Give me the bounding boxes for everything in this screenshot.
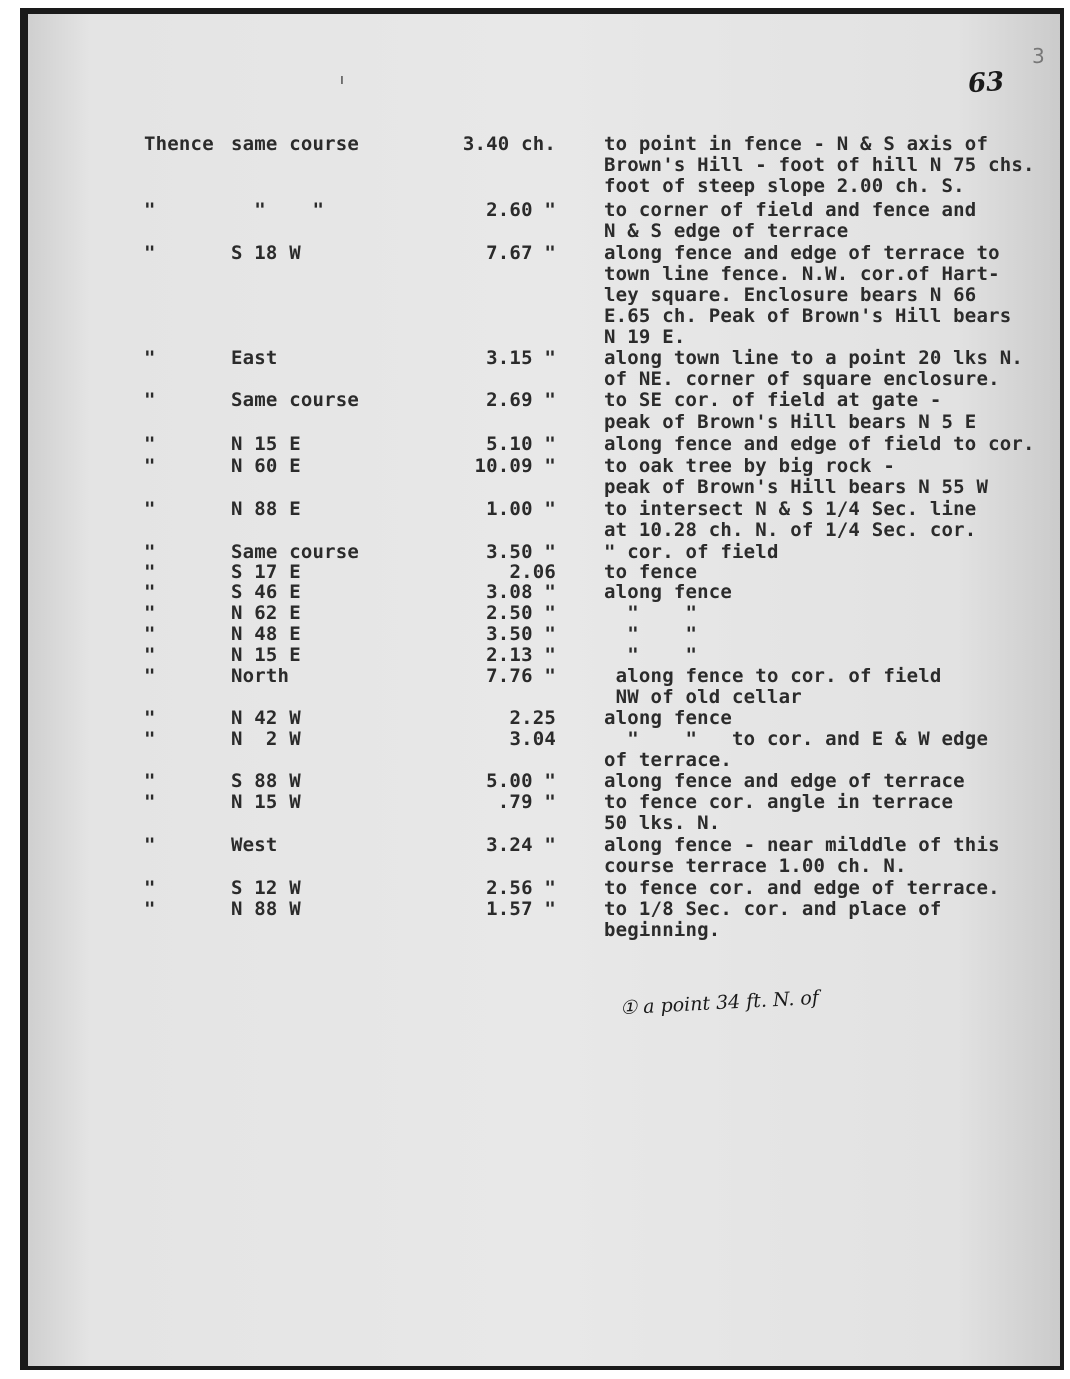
description: Brown's Hill - foot of hill N 75 chs. (604, 154, 1035, 176)
bearing: " " (231, 199, 325, 221)
description: " cor. of field (604, 541, 779, 563)
bearing: N 15 E (231, 433, 301, 455)
bearing: West (231, 834, 278, 856)
distance: 7.67 " (486, 242, 556, 264)
course-lead: " (144, 433, 156, 455)
distance: 1.57 " (486, 898, 556, 920)
course-lead: " (144, 707, 156, 729)
course-lead: " (144, 602, 156, 624)
description: to fence cor. and edge of terrace. (604, 877, 1000, 899)
course-lead: " (144, 498, 156, 520)
description: peak of Brown's Hill bears N 55 W (604, 476, 989, 498)
bearing: S 18 W (231, 242, 301, 264)
description: to fence cor. angle in terrace (604, 791, 954, 813)
course-lead: " (144, 898, 156, 920)
course-lead: " (144, 877, 156, 899)
description: 50 lks. N. (604, 812, 721, 834)
distance: 7.76 " (486, 665, 556, 687)
distance: 10.09 " (474, 455, 556, 477)
description: along fence (604, 707, 733, 729)
bearing: North (231, 665, 290, 687)
distance: 3.24 " (486, 834, 556, 856)
course-lead: " (144, 242, 156, 264)
course-lead: " (144, 561, 156, 583)
bearing: N 62 E (231, 602, 301, 624)
description: to point in fence - N & S axis of (604, 133, 989, 155)
distance: 2.06 (509, 561, 556, 583)
bearing: N 60 E (231, 455, 301, 477)
pin-mark: ı (340, 72, 344, 88)
course-lead: " (144, 665, 156, 687)
bearing: S 46 E (231, 581, 301, 603)
distance: 3.40 ch. (462, 133, 556, 155)
description: along fence - near milddle of this (604, 834, 1000, 856)
page-number: 63 (966, 66, 1006, 100)
description: to corner of field and fence and (604, 199, 977, 221)
distance: 2.25 (509, 707, 556, 729)
document-page (28, 14, 1060, 1366)
course-lead: Thence (144, 133, 214, 155)
distance: 2.60 " (486, 199, 556, 221)
bearing: N 15 E (231, 644, 301, 666)
description: to 1/8 Sec. cor. and place of (604, 898, 942, 920)
distance: 3.04 (509, 728, 556, 750)
description: E.65 ch. Peak of Brown's Hill bears (604, 305, 1012, 327)
description: of NE. corner of square enclosure. (604, 368, 1000, 390)
description: " " (604, 644, 698, 666)
distance: 1.00 " (486, 498, 556, 520)
bearing: N 15 W (231, 791, 301, 813)
bearing: N 48 E (231, 623, 301, 645)
bearing: East (231, 347, 278, 369)
description: N & S edge of terrace (604, 220, 849, 242)
description: along town line to a point 20 lks N. (604, 347, 1024, 369)
description: to intersect N & S 1/4 Sec. line (604, 498, 977, 520)
course-lead: " (144, 644, 156, 666)
description: " " (604, 623, 698, 645)
description: along fence to cor. of field (604, 665, 942, 687)
bearing: Same course (231, 389, 360, 411)
description: to fence (604, 561, 698, 583)
bearing: N 42 W (231, 707, 301, 729)
description: foot of steep slope 2.00 ch. S. (604, 175, 965, 197)
distance: 2.56 " (486, 877, 556, 899)
bearing: S 17 E (231, 561, 301, 583)
course-lead: " (144, 455, 156, 477)
course-lead: " (144, 770, 156, 792)
course-lead: " (144, 541, 156, 563)
description: of terrace. (604, 749, 733, 771)
description: along fence and edge of terrace (604, 770, 965, 792)
bearing: S 88 W (231, 770, 301, 792)
bearing: N 2 W (231, 728, 301, 750)
description: " " (604, 602, 698, 624)
description: along fence and edge of field to cor. (604, 433, 1035, 455)
description: ley square. Enclosure bears N 66 (604, 284, 977, 306)
distance: .79 " (497, 791, 556, 813)
course-lead: " (144, 623, 156, 645)
course-lead: " (144, 834, 156, 856)
distance: 3.08 " (486, 581, 556, 603)
bearing: S 12 W (231, 877, 301, 899)
bearing: Same course (231, 541, 360, 563)
distance: 2.13 " (486, 644, 556, 666)
course-lead: " (144, 581, 156, 603)
description: to SE cor. of field at gate - (604, 389, 942, 411)
description: NW of old cellar (604, 686, 802, 708)
description: course terrace 1.00 ch. N. (604, 855, 907, 877)
course-lead: " (144, 199, 156, 221)
description: along fence (604, 581, 733, 603)
description: peak of Brown's Hill bears N 5 E (604, 411, 977, 433)
course-lead: " (144, 347, 156, 369)
course-lead: " (144, 728, 156, 750)
distance: 3.50 " (486, 541, 556, 563)
course-lead: " (144, 389, 156, 411)
handwritten-note: ① a point 34 ft. N. of (619, 986, 820, 1020)
distance: 2.69 " (486, 389, 556, 411)
course-lead: " (144, 791, 156, 813)
description: to oak tree by big rock - (604, 455, 895, 477)
description: beginning. (604, 919, 721, 941)
distance: 3.50 " (486, 623, 556, 645)
description: town line fence. N.W. cor.of Hart- (604, 263, 1000, 285)
description: N 19 E. (604, 326, 686, 348)
edge-mark: 3 (1032, 44, 1045, 68)
distance: 5.00 " (486, 770, 556, 792)
distance: 5.10 " (486, 433, 556, 455)
distance: 2.50 " (486, 602, 556, 624)
description: " " to cor. and E & W edge (604, 728, 989, 750)
description: along fence and edge of terrace to (604, 242, 1000, 264)
bearing: N 88 E (231, 498, 301, 520)
description: at 10.28 ch. N. of 1/4 Sec. cor. (604, 519, 977, 541)
bearing: same course (231, 133, 360, 155)
bearing: N 88 W (231, 898, 301, 920)
distance: 3.15 " (486, 347, 556, 369)
